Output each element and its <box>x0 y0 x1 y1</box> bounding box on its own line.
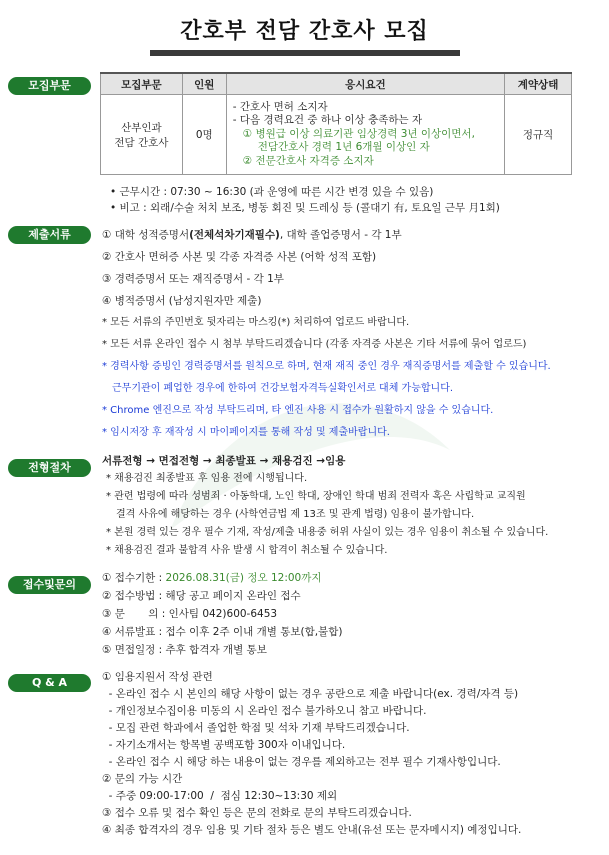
cell-field <box>101 95 183 175</box>
doc-item-1 <box>102 228 402 242</box>
doc-item-3: ③ 경력증명서 또는 재직증명서 - 각 1부 <box>102 273 284 285</box>
table-header-row <box>101 73 572 95</box>
process-steps: 서류전형 → 면접전형 → 최종발표 → 채용검진 →임용 <box>102 455 346 467</box>
note-remarks: • 비고 : 외래/수술 처치 보조, 병동 회진 및 드레싱 등 (콜대기 有, 토요일 근무 月1회) <box>110 202 500 214</box>
qa-subitem-1: - 온라인 접수 시 본인의 해당 사항이 없는 경우 공란으로 제출 바랍니다(ex. 경력/자격 등) <box>102 688 519 700</box>
table-row <box>101 95 572 175</box>
process-note-3: 결격 사유에 해당하는 경우 (사학연금법 제 13조 및 관계 법령) 임용이 불가합니다. <box>116 509 475 520</box>
page-title: 간호부 전담 간호사 모집 <box>180 19 429 44</box>
doc-blue-note-3: * Chrome 엔진으로 작성 부탁드리며, 타 엔진 사용 시 접수가 원활하지 않을 수 있습니다. <box>102 405 494 416</box>
field-line-2: 전담 간호사 <box>114 136 169 149</box>
process-note-2: * 관련 법령에 따라 성범죄 · 아동학대, 노인 학대, 장애인 학대 범죄 전력자 혹은 사립학교 교직원 <box>106 491 526 502</box>
doc-item-2: ② 간호사 면허증 사본 및 각종 자격증 사본 (어학 성적 포함) <box>102 251 377 263</box>
contact-doc-result: ④ 서류발표 : 접수 이후 2주 이내 개별 통보(합,불합) <box>102 626 343 638</box>
doc-note-2: * 모든 서류 온라인 접수 시 첨부 부탁드리겠습니다 (각종 자격증 사본은 기타 서류에 묶어 업로드) <box>102 339 527 350</box>
process-note-5: * 채용검진 결과 불합격 사유 발생 시 합격이 취소될 수 있습니다. <box>106 545 388 556</box>
req-line-2: - 다음 경력요건 중 하나 이상 충족하는 자 <box>232 114 423 127</box>
doc-blue-note-2: 근무기관이 폐업한 경우에 한하여 건강보험자격득실확인서로 대체 가능합니다. <box>112 383 454 394</box>
qa-subitem-5: - 온라인 접수 시 해당 하는 내용이 없는 경우를 제외하고는 전부 필수 기재사항입니다. <box>102 756 501 768</box>
process-note-4: * 본원 경력 있는 경우 필수 기재, 작성/제출 내용중 허위 사실이 있는 경우 임용이 취소될 수 있습니다. <box>106 527 549 538</box>
cell-contract: 정규직 <box>505 95 572 175</box>
doc-note-1: * 모든 서류의 주민번호 뒷자리는 마스킹(*) 처리하여 업로드 바랍니다. <box>102 317 410 328</box>
col-header-requirements: 응시요건 <box>226 73 504 95</box>
doc-item-1-pre: ① 대학 성적증명서 <box>102 229 190 241</box>
contact-interview: ⑤ 면접일정 : 추후 합격자 개별 통보 <box>102 644 267 656</box>
field-line-1: 산부인과 <box>121 121 162 134</box>
doc-blue-note-4: * 임시저장 후 재작성 시 마이페이지를 통해 작성 및 제출바랍니다. <box>102 427 390 438</box>
contact-method: ② 접수방법 : 해당 공고 페이지 온라인 접수 <box>102 590 301 602</box>
recruit-table <box>100 72 572 175</box>
req-line-5: ② 전문간호사 자격증 소지자 <box>242 154 374 167</box>
col-header-count: 인원 <box>182 73 226 95</box>
cell-requirements <box>226 95 504 175</box>
qa-item-4: ④ 최종 합격자의 경우 임용 및 기타 절차 등은 별도 안내(유선 또는 문자메시지) 예정입니다. <box>102 824 522 836</box>
req-line-1: - 간호사 면허 소지자 <box>232 100 328 113</box>
cell-count: 0명 <box>182 95 226 175</box>
process-note-1: * 채용검진 최종발표 후 임용 전에 시행됩니다. <box>106 473 308 484</box>
req-line-4: 전담간호사 경력 1년 6개월 이상인 자 <box>257 141 430 154</box>
section-label-contact: 접수및문의 <box>8 576 91 594</box>
doc-blue-note-1: * 경력사항 증빙인 경력증명서를 원칙으로 하며, 현재 재직 중인 경우 재직증명서를 제출할 수 있습니다. <box>102 361 551 372</box>
contact-deadline-value: 2026.08.31(금) 정오 12:00까지 <box>165 572 322 584</box>
title-underline <box>150 50 460 56</box>
col-header-field: 모집부문 <box>101 73 183 95</box>
qa-item-2: ② 문의 가능 시간 <box>102 773 183 785</box>
col-header-contract: 계약상태 <box>505 73 572 95</box>
qa-subitem-4: - 자기소개서는 항목별 공백포함 300자 이내입니다. <box>102 739 346 751</box>
doc-item-4: ④ 병적증명서 (남성지원자만 제출) <box>102 295 262 307</box>
contact-deadline-label: ① 접수기한 : <box>102 572 166 584</box>
doc-item-1-post: , 대학 졸업증명서 - 각 1부 <box>279 229 402 241</box>
contact-deadline <box>102 571 322 585</box>
qa-subitem-6: - 주중 09:00-17:00 / 점심 12:30~13:30 제외 <box>102 790 338 802</box>
section-label-recruit: 모집부문 <box>8 77 91 95</box>
qa-item-1: ① 임용지원서 작성 관련 <box>102 671 213 683</box>
qa-subitem-3: - 모집 관련 학과에서 졸업한 학점 및 석차 기재 부탁드리겠습니다. <box>102 722 410 734</box>
section-label-process: 전형절차 <box>8 459 91 477</box>
section-label-qa: Q & A <box>8 674 91 692</box>
section-label-docs: 제출서류 <box>8 226 91 244</box>
contact-phone: ③ 문 의 : 인사팀 042)600-6453 <box>102 608 278 620</box>
qa-item-3: ③ 접수 오류 및 접수 확인 등은 문의 전화로 문의 부탁드리겠습니다. <box>102 807 412 819</box>
qa-subitem-2: - 개인정보수집이용 미동의 시 온라인 접수 불가하오니 참고 바랍니다. <box>102 705 427 717</box>
req-line-3: ① 병원급 이상 의료기관 임상경력 3년 이상이면서, <box>242 127 475 140</box>
note-hours: • 근무시간 : 07:30 ~ 16:30 (과 운영에 따른 시간 변경 있을 수 있음) <box>110 186 434 198</box>
doc-item-1-bold: (전체석차기재필수) <box>189 229 280 241</box>
